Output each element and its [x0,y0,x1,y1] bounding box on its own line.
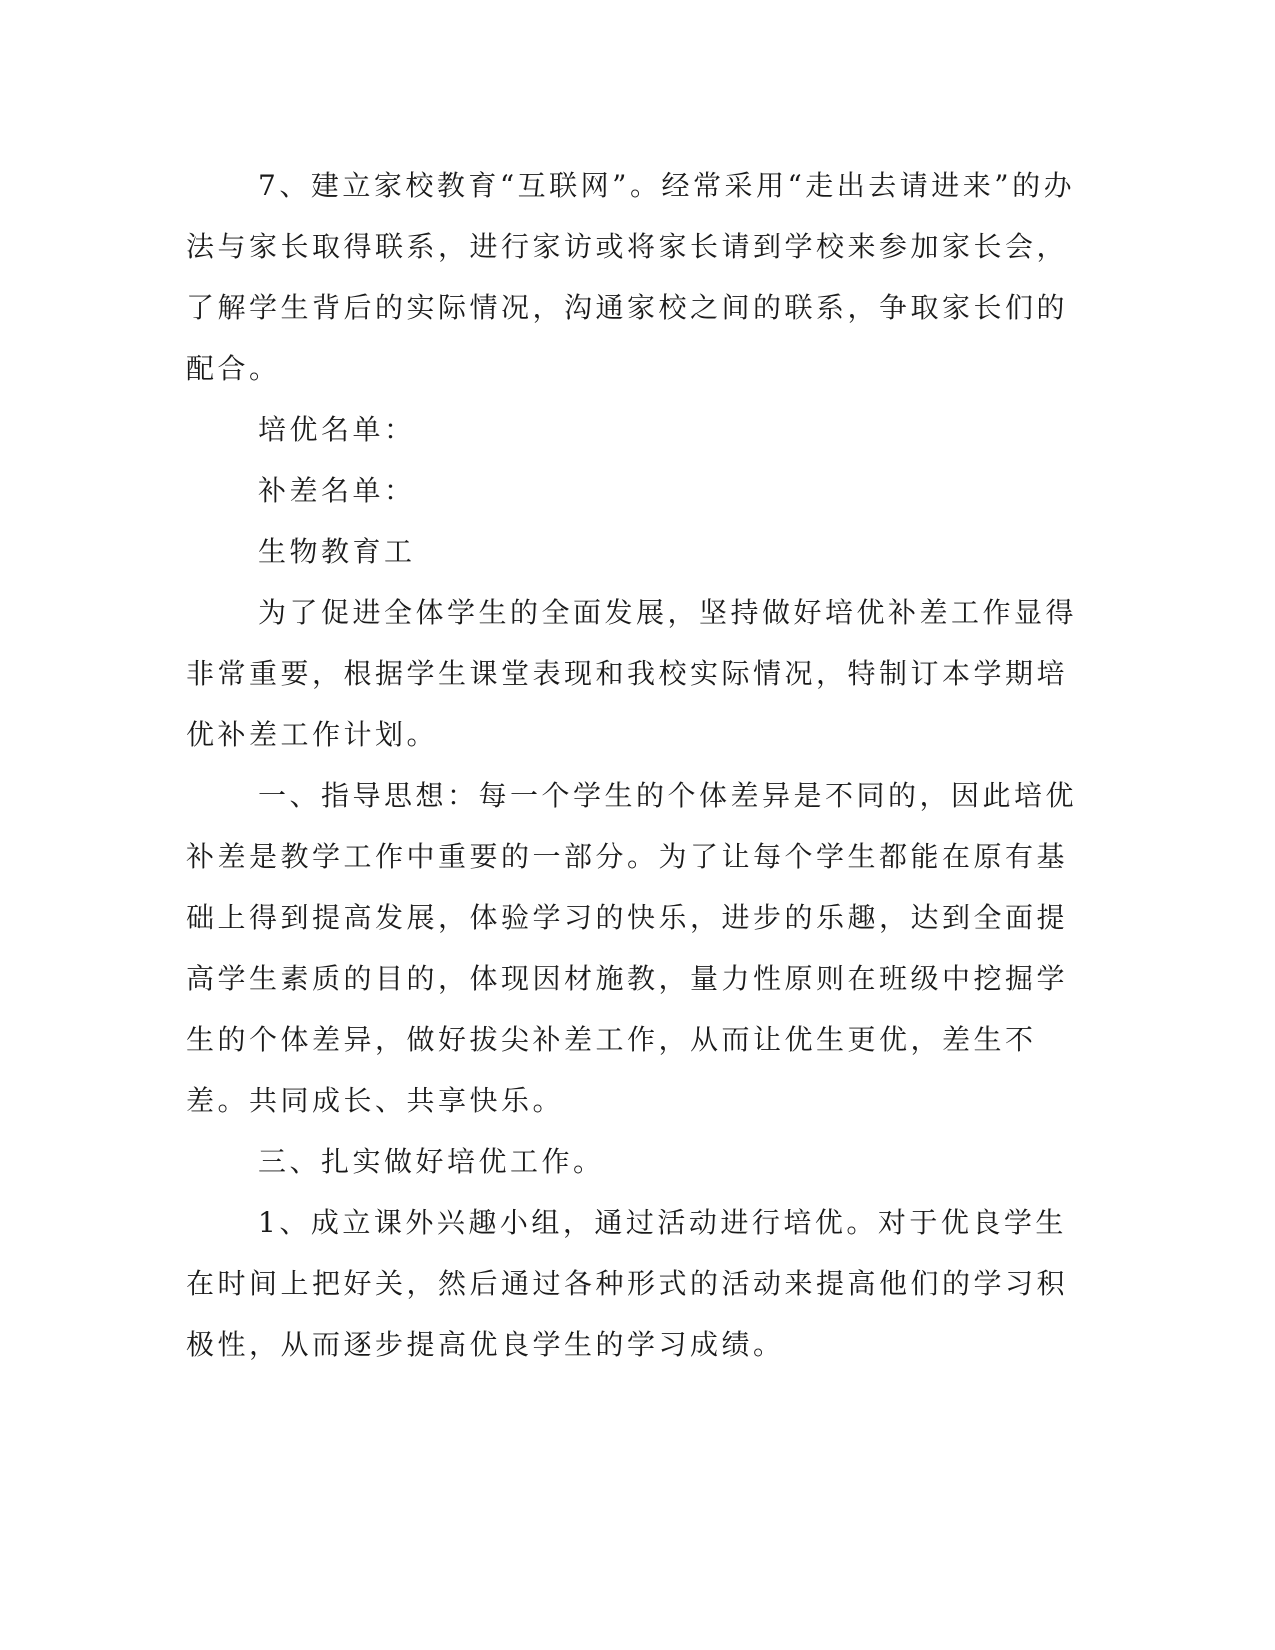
paragraph-interest-groups: 1、成立课外兴趣小组，通过活动进行培优。对于优良学生在时间上把好关，然后通过各种形式的活动来提高他们的学习积极性，从而逐步提高优良学生的学习成绩。 [186,1206,1069,1361]
document-body [186,155,1086,1375]
paragraph-top-student-list: 培优名单： [258,413,416,446]
paragraph-introduction: 为了促进全体学生的全面发展，坚持做好培优补差工作显得非常重要，根据学生课堂表现和我校实际情况，特制订本学期培优补差工作计划。 [186,596,1078,751]
paragraph-guiding-ideology: 一、指导思想：每一个学生的个体差异是不同的，因此培优补差是教学工作中重要的一部分。为了让每个学生都能在原有基础上得到提高发展，体验学习的快乐，进步的乐趣，达到全面提高学生素质的目的，体现因材施教，量力性原则在班级中挖掘学生的个体差异，做好拔尖补差工作，从而让优生更优，差生不差。共同成长、共享快乐。 [186,779,1078,1117]
paragraph-section-heading: 生物教育工 [258,535,416,568]
paragraph-remedial-student-list: 补差名单： [258,474,416,507]
paragraph-home-school-network: 7、建立家校教育“互联网”。经常采用“走出去请进来”的办法与家长取得联系，进行家访或将家长请到学校来参加家长会，了解学生背后的实际情况，沟通家校之间的联系，争取家长们的配合。 [186,169,1076,385]
paragraph-section-three-heading: 三、扎实做好培优工作。 [258,1145,605,1178]
